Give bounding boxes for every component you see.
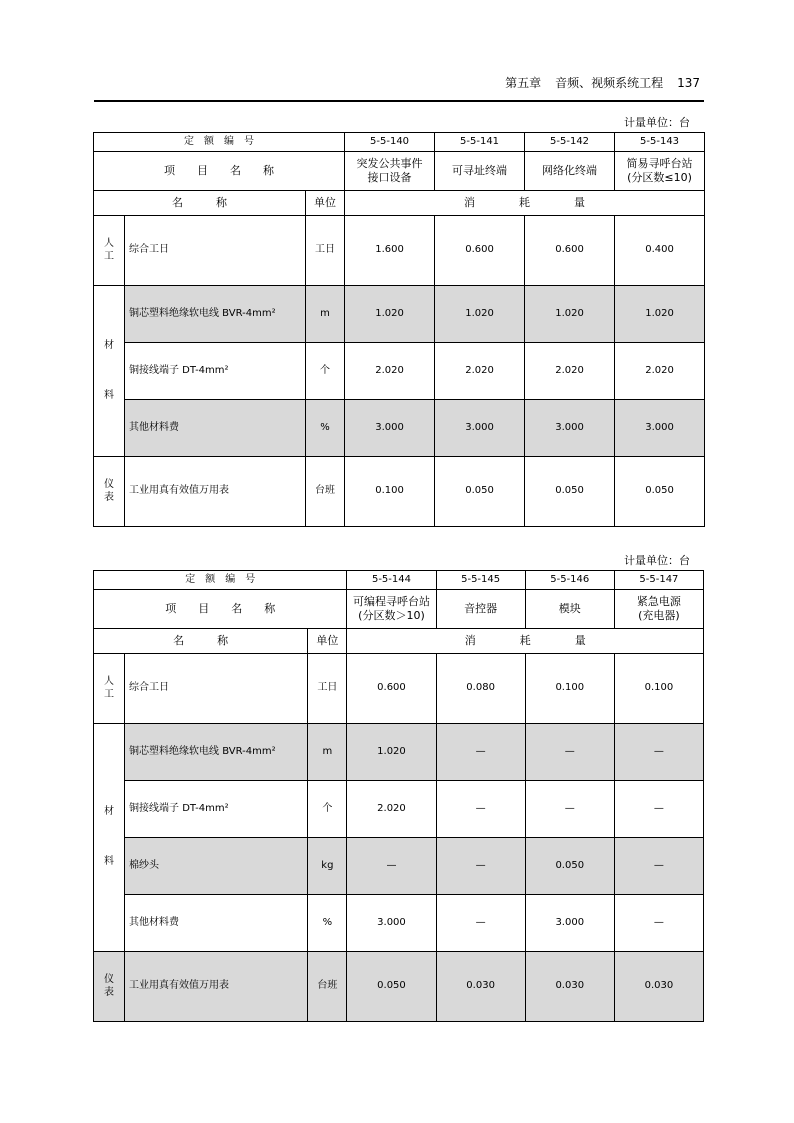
column-header-row	[94, 629, 704, 654]
row-name: 其他材料费	[125, 400, 306, 457]
header-text	[505, 74, 700, 91]
value-cell: 3.000	[347, 895, 436, 952]
value-cell: 1.020	[525, 286, 615, 343]
category-material-1: 材	[104, 339, 114, 351]
category-labor: 人 工	[94, 216, 125, 286]
row-name: 工业用真有效值万用表	[125, 952, 308, 1022]
row-unit: 工日	[308, 654, 347, 724]
item-label: 项 目 名 称	[94, 152, 345, 191]
value-cell: —	[614, 781, 703, 838]
code-cell: 5-5-146	[525, 571, 614, 590]
table2-unit: 计量单位：台	[624, 554, 690, 567]
value-cell: 0.050	[525, 838, 614, 895]
code-cell: 5-5-145	[436, 571, 525, 590]
code-cell: 5-5-144	[347, 571, 436, 590]
code-row	[94, 133, 705, 152]
value-cell: 0.030	[614, 952, 703, 1022]
row-unit: %	[306, 400, 345, 457]
value-cell: —	[436, 781, 525, 838]
column-header-row	[94, 191, 705, 216]
value-cell: 1.020	[345, 286, 435, 343]
value-cell: 3.000	[525, 895, 614, 952]
value-cell: —	[614, 724, 703, 781]
value-cell: 0.050	[615, 457, 705, 527]
category-material	[94, 724, 125, 952]
row-name: 铜芯塑料绝缘软电线 BVR-4mm²	[125, 286, 306, 343]
code-row	[94, 571, 704, 590]
chapter-number: 第五章	[505, 76, 542, 90]
row-unit: kg	[308, 838, 347, 895]
consume-label: 消 耗 量	[347, 629, 704, 654]
row-unit: %	[308, 895, 347, 952]
value-cell: 1.020	[347, 724, 436, 781]
quota-table-2	[93, 570, 704, 1022]
value-cell: 2.020	[435, 343, 525, 400]
row-unit: m	[306, 286, 345, 343]
code-cell: 5-5-143	[615, 133, 705, 152]
item-cell: 网络化终端	[525, 152, 615, 191]
code-label: 定 额 编 号	[94, 133, 345, 152]
row-unit: m	[308, 724, 347, 781]
value-cell: 0.050	[525, 457, 615, 527]
item-cell: 模块	[525, 590, 614, 629]
value-cell: 2.020	[347, 781, 436, 838]
value-cell: —	[525, 724, 614, 781]
value-cell: —	[436, 838, 525, 895]
quota-table-1	[93, 132, 705, 527]
value-cell: 0.030	[436, 952, 525, 1022]
row-name: 铜接线端子 DT-4mm²	[125, 781, 308, 838]
table-row	[94, 286, 705, 343]
page-number: 137	[677, 76, 700, 90]
value-cell: 0.050	[347, 952, 436, 1022]
table-row	[94, 838, 704, 895]
value-cell: 0.400	[615, 216, 705, 286]
code-cell: 5-5-140	[345, 133, 435, 152]
page-header	[94, 74, 704, 102]
value-cell: 0.100	[345, 457, 435, 527]
value-cell: 0.600	[435, 216, 525, 286]
table-row	[94, 457, 705, 527]
item-cell: 可编程寻呼台站 (分区数＞10)	[347, 590, 436, 629]
value-cell: 2.020	[525, 343, 615, 400]
value-cell: 0.100	[525, 654, 614, 724]
category-material	[94, 286, 125, 457]
item-label: 项 目 名 称	[94, 590, 347, 629]
code-cell: 5-5-142	[525, 133, 615, 152]
value-cell: 3.000	[435, 400, 525, 457]
value-cell: 2.020	[615, 343, 705, 400]
value-cell: 0.100	[614, 654, 703, 724]
table-row	[94, 781, 704, 838]
category-material-2: 料	[104, 856, 115, 868]
row-name: 棉纱头	[125, 838, 308, 895]
item-cell: 音控器	[436, 590, 525, 629]
name-label: 名 称	[94, 191, 306, 216]
unit-label: 单位	[308, 629, 347, 654]
row-name: 工业用真有效值万用表	[125, 457, 306, 527]
table1-unit: 计量单位：台	[624, 116, 690, 129]
table-row	[94, 654, 704, 724]
value-cell: 1.020	[615, 286, 705, 343]
row-name: 其他材料费	[125, 895, 308, 952]
value-cell: —	[525, 781, 614, 838]
table-row	[94, 216, 705, 286]
row-unit: 个	[308, 781, 347, 838]
unit-label: 单位	[306, 191, 345, 216]
row-name: 综合工日	[125, 654, 308, 724]
code-label: 定 额 编 号	[94, 571, 347, 590]
table-row	[94, 952, 704, 1022]
value-cell: —	[436, 895, 525, 952]
value-cell: —	[614, 895, 703, 952]
item-cell: 突发公共事件 接口设备	[345, 152, 435, 191]
table-row	[94, 895, 704, 952]
code-cell: 5-5-147	[614, 571, 703, 590]
value-cell: 0.080	[436, 654, 525, 724]
row-name: 铜接线端子 DT-4mm²	[125, 343, 306, 400]
item-cell: 可寻址终端	[435, 152, 525, 191]
chapter-title: 音频、视频系统工程	[555, 76, 664, 90]
value-cell: 1.600	[345, 216, 435, 286]
item-row	[94, 152, 705, 191]
category-labor: 人 工	[94, 654, 125, 724]
value-cell: 2.020	[345, 343, 435, 400]
row-name: 铜芯塑料绝缘软电线 BVR-4mm²	[125, 724, 308, 781]
value-cell: —	[347, 838, 436, 895]
consume-label: 消 耗 量	[345, 191, 705, 216]
value-cell: 3.000	[525, 400, 615, 457]
value-cell: 3.000	[615, 400, 705, 457]
category-material-1: 材	[104, 806, 115, 818]
value-cell: 0.030	[525, 952, 614, 1022]
row-unit: 工日	[306, 216, 345, 286]
name-label: 名 称	[94, 629, 308, 654]
value-cell: 3.000	[345, 400, 435, 457]
value-cell: 0.050	[435, 457, 525, 527]
row-unit: 个	[306, 343, 345, 400]
category-instrument: 仪 表	[94, 457, 125, 527]
item-cell: 紧急电源 (充电器)	[614, 590, 703, 629]
code-cell: 5-5-141	[435, 133, 525, 152]
value-cell: —	[614, 838, 703, 895]
row-unit: 台班	[306, 457, 345, 527]
row-unit: 台班	[308, 952, 347, 1022]
item-row	[94, 590, 704, 629]
row-name: 综合工日	[125, 216, 306, 286]
value-cell: —	[436, 724, 525, 781]
value-cell: 1.020	[435, 286, 525, 343]
table-row	[94, 343, 705, 400]
category-instrument: 仪 表	[94, 952, 125, 1022]
table-row	[94, 724, 704, 781]
category-material-2: 料	[104, 389, 114, 401]
table-row	[94, 400, 705, 457]
item-cell: 简易寻呼台站 (分区数≤10)	[615, 152, 705, 191]
value-cell: 0.600	[525, 216, 615, 286]
value-cell: 0.600	[347, 654, 436, 724]
